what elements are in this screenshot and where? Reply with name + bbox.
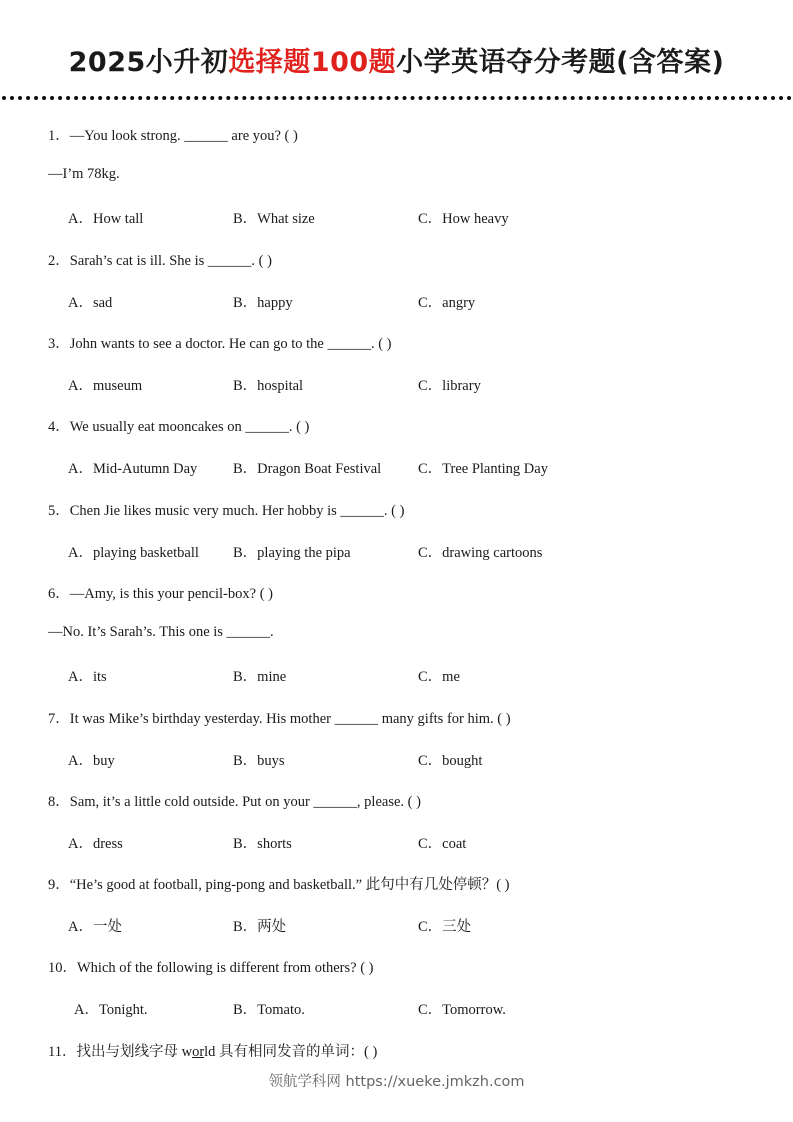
question-10-option-b: B．Tomato.: [233, 1001, 305, 1018]
question-3-stem: 3．John wants to see a doctor. He can go to the ______. ( ): [48, 336, 392, 352]
question-4-option-a: A．Mid-Autumn Day: [68, 460, 198, 477]
question-9-stem: 9．“He’s good at football, ping-pong and basketball.” 此句中有几处停顿？( ): [48, 877, 510, 893]
question-8-option-a: A．dress: [68, 835, 123, 852]
question-1-option-b: B．What size: [233, 211, 315, 227]
question-8-option-c: C．coat: [418, 835, 467, 852]
question-9-option-b: B．两处: [233, 918, 287, 935]
q11-suffix: ld 具有相同发音的单词：( ): [204, 1044, 378, 1060]
q11-underlined-letters: or: [192, 1044, 205, 1060]
question-5-option-b: B．playing the pipa: [233, 544, 351, 561]
question-6-option-c: C．me: [418, 669, 460, 685]
question-5-stem: 5．Chen Jie likes music very much. Her hobby is ______. ( ): [48, 503, 405, 519]
question-2-option-b: B．happy: [233, 294, 293, 311]
question-7-option-b: B．buys: [233, 752, 285, 769]
question-10-stem: 10．Which of the following is different from others? ( ): [48, 960, 374, 976]
question-1-reply: —I’m 78kg.: [48, 165, 120, 182]
question-10-option-a: A．Tonight.: [74, 1001, 148, 1018]
question-9-option-a: A．一处: [68, 918, 122, 935]
title-part2: 小学英语夺分考题(含答案): [396, 47, 725, 78]
title-highlight: 选择题100题: [228, 47, 397, 78]
question-6-reply: —No. It’s Sarah’s. This one is ______.: [48, 623, 274, 640]
question-5-option-a: A．playing basketball: [68, 544, 199, 561]
question-3-option-c: C．library: [418, 377, 481, 394]
question-2-option-c: C．angry: [418, 294, 476, 311]
question-7-stem: 7．It was Mike’s birthday yesterday. His mother ______ many gifts for him. ( ): [48, 711, 511, 727]
question-2-option-a: A．sad: [68, 294, 113, 311]
question-1-option-c: C．How heavy: [418, 211, 509, 227]
question-1-option-a: A．How tall: [68, 211, 144, 227]
page-title: [0, 40, 793, 79]
question-3-option-b: B．hospital: [233, 377, 304, 394]
question-10-option-c: C．Tomorrow.: [418, 1001, 506, 1018]
question-5-option-c: C．drawing cartoons: [418, 544, 543, 561]
question-7-option-c: C．bought: [418, 752, 483, 769]
title-part1: 2025小升初: [68, 47, 229, 78]
question-6-option-b: B．mine: [233, 669, 287, 685]
q11-prefix: 11．找出与划线字母 w: [48, 1044, 193, 1060]
question-11-stem: [48, 1040, 377, 1061]
question-8-stem: 8．Sam, it’s a little cold outside. Put on your ______, please. ( ): [48, 794, 421, 810]
question-6-stem: 6．—Amy, is this your pencil-box? ( ): [48, 586, 273, 602]
question-4-option-b: B．Dragon Boat Festival: [233, 460, 382, 477]
title-divider: [2, 96, 792, 100]
footer-watermark: 领航学科网 https://xueke.jmkzh.com: [268, 1074, 525, 1090]
question-4-option-c: C．Tree Planting Day: [418, 460, 548, 477]
question-7-option-a: A．buy: [68, 752, 115, 769]
question-9-option-c: C．三处: [418, 918, 472, 935]
question-1-stem: 1．—You look strong. ______ are you? ( ): [48, 128, 298, 144]
question-4-stem: 4．We usually eat mooncakes on ______. ( ): [48, 419, 310, 435]
question-3-option-a: A．museum: [68, 377, 143, 394]
question-2-stem: 2．Sarah’s cat is ill. She is ______. ( ): [48, 253, 272, 269]
question-6-option-a: A．its: [68, 669, 107, 685]
question-8-option-b: B．shorts: [233, 835, 292, 852]
